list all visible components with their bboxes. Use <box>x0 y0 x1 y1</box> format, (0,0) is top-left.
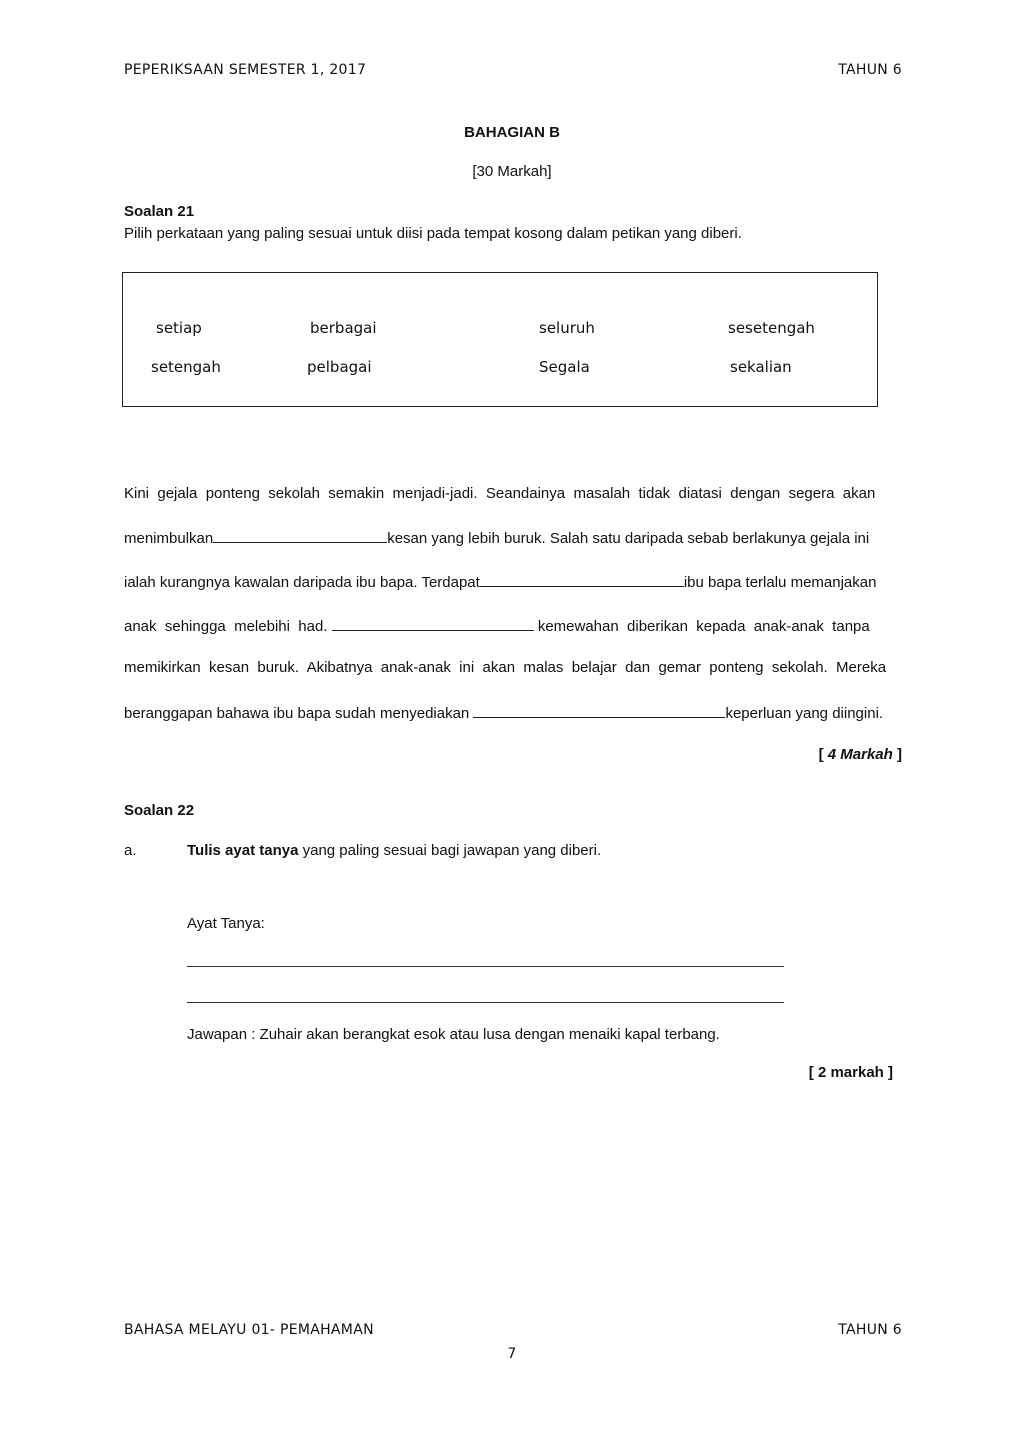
word-bank-item: pelbagai <box>307 358 372 376</box>
question-label: Ayat Tanya: <box>187 915 265 932</box>
word-bank-box <box>122 272 878 407</box>
blank-3[interactable] <box>332 616 534 631</box>
word-bank-item: berbagai <box>310 319 377 337</box>
passage-text: menimbulkan <box>124 530 214 547</box>
word-bank-item: sesetengah <box>728 319 815 337</box>
passage-line-4 <box>124 616 900 635</box>
blank-2[interactable] <box>480 572 684 587</box>
header-right: TAHUN 6 <box>838 62 902 78</box>
passage-text: memikirkan kesan buruk. Akibatnya anak-anak ini akan malas belajar dan gemar ponteng sekolah. Mereka <box>124 659 887 676</box>
section-title: BAHAGIAN B <box>464 124 560 141</box>
question-21-title: Soalan 21 <box>124 203 195 220</box>
passage-line-2 <box>124 528 900 547</box>
question-21-marks <box>819 746 902 763</box>
passage-text: kesan yang lebih buruk. Salah satu daripada sebab berlakunya gejala ini <box>387 530 870 547</box>
passage-text: keperluan yang diingini. <box>725 705 884 722</box>
word-bank-item: setiap <box>156 319 202 337</box>
marks-bracket: ] <box>892 746 902 763</box>
answer-line-1[interactable] <box>187 966 784 967</box>
footer-right: TAHUN 6 <box>838 1322 902 1338</box>
question-22-marks: [ 2 markah ] <box>808 1064 893 1081</box>
passage-text: ibu bapa terlalu memanjakan <box>683 574 877 591</box>
word-bank-item: seluruh <box>539 319 595 337</box>
passage-text: ialah kurangnya kawalan daripada ibu bapa. Terdapat <box>124 574 480 591</box>
question-21-instruction: Pilih perkataan yang paling sesuai untuk diisi pada tempat kosong dalam petikan yang diberi. <box>124 225 742 242</box>
answer-line-2[interactable] <box>187 1002 784 1003</box>
passage-line-3 <box>124 572 900 591</box>
passage-line-5 <box>124 659 900 676</box>
passage-text: anak sehingga melebihi had. <box>124 618 328 635</box>
instruction-bold: Tulis ayat tanya <box>187 842 299 859</box>
passage-text: Kini gejala ponteng sekolah semakin menjadi-jadi. Seandainya masalah tidak diatasi dengan segera akan <box>124 485 876 502</box>
footer-left: BAHASA MELAYU 01- PEMAHAMAN <box>124 1322 374 1338</box>
question-22-item-letter: a. <box>124 842 137 859</box>
word-bank-item: setengah <box>151 358 221 376</box>
marks-value: 4 Markah <box>827 746 893 763</box>
given-answer: Jawapan : Zuhair akan berangkat esok atau lusa dengan menaiki kapal terbang. <box>187 1026 720 1043</box>
passage-line-6 <box>124 703 900 722</box>
blank-4[interactable] <box>473 703 725 718</box>
instruction-text: yang paling sesuai bagi jawapan yang diberi. <box>298 842 602 859</box>
word-bank-item: sekalian <box>730 358 792 376</box>
word-bank-item: Segala <box>539 358 590 376</box>
passage-text: beranggapan bahawa ibu bapa sudah menyediakan <box>124 705 470 722</box>
blank-1[interactable] <box>213 528 387 543</box>
page-number: 7 <box>507 1346 517 1362</box>
section-marks: [30 Markah] <box>472 163 552 180</box>
marks-bracket: [ <box>818 746 828 763</box>
passage-text: kemewahan diberikan kepada anak-anak tanpa <box>537 618 870 635</box>
question-22-instruction <box>187 842 601 859</box>
header-left: PEPERIKSAAN SEMESTER 1, 2017 <box>124 62 367 78</box>
question-22-title: Soalan 22 <box>124 802 195 819</box>
passage-line-1 <box>124 485 900 502</box>
